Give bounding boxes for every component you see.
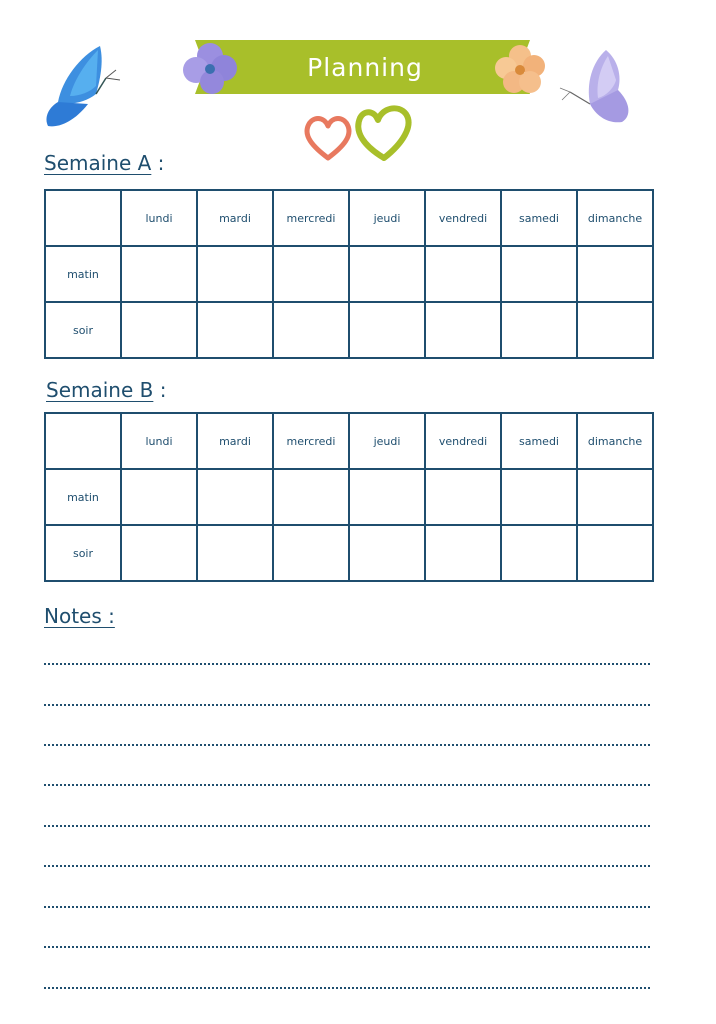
schedule-cell[interactable] (121, 469, 197, 525)
week-b-title (46, 378, 166, 402)
schedule-cell[interactable] (501, 469, 577, 525)
page-title: Planning (307, 52, 423, 82)
day-header: jeudi (349, 190, 425, 246)
schedule-cell[interactable] (273, 469, 349, 525)
day-header: samedi (501, 413, 577, 469)
schedule-cell[interactable] (349, 525, 425, 581)
week-a-title-colon: : (151, 151, 165, 175)
day-header: mercredi (273, 190, 349, 246)
row-header: soir (45, 302, 121, 358)
schedule-cell[interactable] (501, 246, 577, 302)
row-header: matin (45, 246, 121, 302)
notes-title (44, 604, 115, 628)
schedule-cell[interactable] (501, 302, 577, 358)
row-header: matin (45, 469, 121, 525)
week-a-table (44, 189, 654, 359)
schedule-cell[interactable] (577, 246, 653, 302)
note-line[interactable] (44, 987, 650, 989)
schedule-cell[interactable] (197, 469, 273, 525)
note-line[interactable] (44, 906, 650, 908)
schedule-cell[interactable] (197, 525, 273, 581)
schedule-cell[interactable] (121, 246, 197, 302)
day-header: dimanche (577, 413, 653, 469)
schedule-cell[interactable] (425, 525, 501, 581)
hearts-icon (302, 102, 420, 164)
note-line[interactable] (44, 744, 650, 746)
week-b-table (44, 412, 654, 582)
schedule-cell[interactable] (349, 246, 425, 302)
day-header: dimanche (577, 190, 653, 246)
schedule-cell[interactable] (577, 469, 653, 525)
day-header: mardi (197, 413, 273, 469)
day-header: lundi (121, 190, 197, 246)
note-line[interactable] (44, 825, 650, 827)
week-a-title-word: Semaine A (44, 151, 152, 175)
schedule-cell[interactable] (425, 469, 501, 525)
week-b-title-word: Semaine B (46, 378, 154, 402)
schedule-cell[interactable] (425, 246, 501, 302)
row-header: soir (45, 525, 121, 581)
schedule-cell[interactable] (501, 525, 577, 581)
schedule-cell[interactable] (121, 525, 197, 581)
day-header: mercredi (273, 413, 349, 469)
note-line[interactable] (44, 865, 650, 867)
schedule-cell[interactable] (273, 246, 349, 302)
butterfly-blue-icon (40, 40, 122, 132)
day-header: jeudi (349, 413, 425, 469)
day-header: mardi (197, 190, 273, 246)
week-a-title (44, 151, 164, 175)
day-header: vendredi (425, 190, 501, 246)
schedule-cell[interactable] (121, 302, 197, 358)
butterfly-lilac-icon (556, 42, 638, 130)
schedule-cell[interactable] (577, 302, 653, 358)
schedule-cell[interactable] (197, 302, 273, 358)
note-line[interactable] (44, 946, 650, 948)
corner-cell (45, 413, 121, 469)
schedule-cell[interactable] (577, 525, 653, 581)
schedule-cell[interactable] (273, 525, 349, 581)
week-b-title-colon: : (153, 378, 167, 402)
schedule-cell[interactable] (349, 302, 425, 358)
day-header: samedi (501, 190, 577, 246)
schedule-cell[interactable] (425, 302, 501, 358)
corner-cell (45, 190, 121, 246)
note-line[interactable] (44, 663, 650, 665)
day-header: lundi (121, 413, 197, 469)
notes-title-text: Notes : (44, 604, 115, 628)
note-line[interactable] (44, 704, 650, 706)
schedule-cell[interactable] (197, 246, 273, 302)
note-line[interactable] (44, 784, 650, 786)
schedule-cell[interactable] (349, 469, 425, 525)
day-header: vendredi (425, 413, 501, 469)
schedule-cell[interactable] (273, 302, 349, 358)
